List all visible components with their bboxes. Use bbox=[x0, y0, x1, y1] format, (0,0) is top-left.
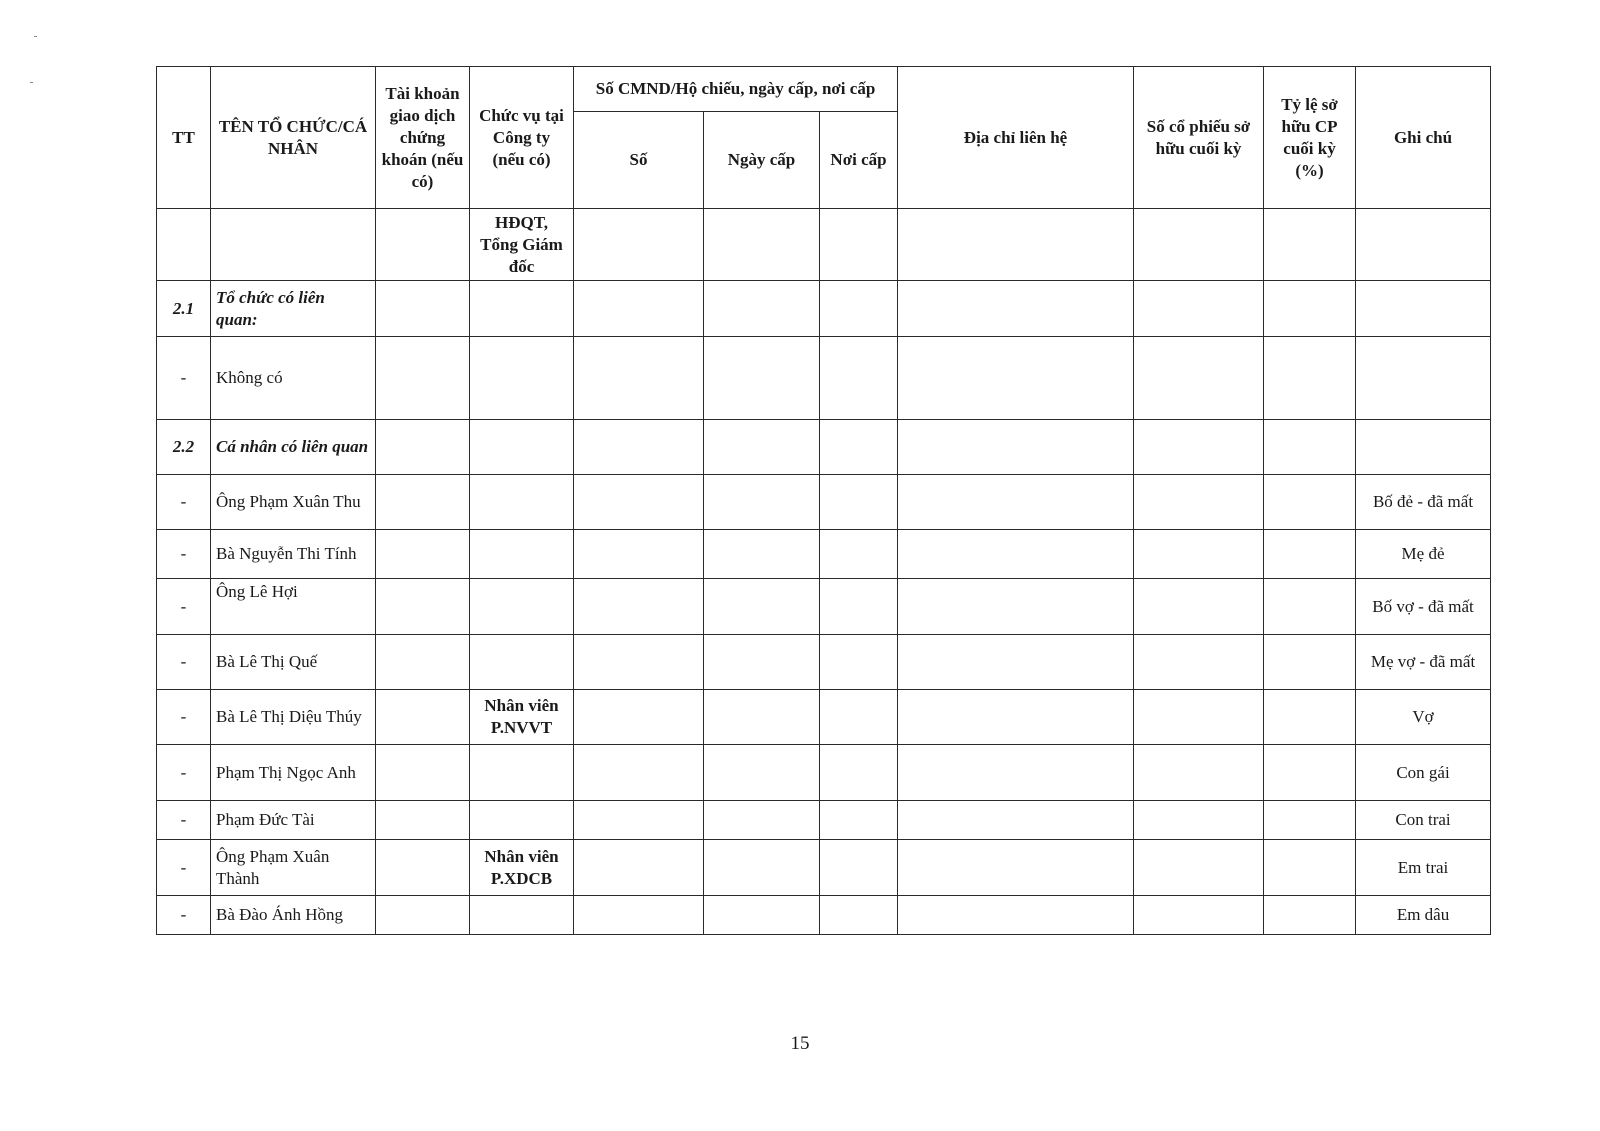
note-cell: Em dâu bbox=[1356, 896, 1491, 935]
page-number: 15 bbox=[790, 1033, 810, 1054]
header-id-group: Số CMND/Hộ chiếu, ngày cấp, nơi cấp bbox=[574, 67, 898, 112]
note-cell: Bố vợ - đã mất bbox=[1356, 579, 1491, 635]
note-cell: Mẹ đẻ bbox=[1356, 530, 1491, 579]
row-dash: - bbox=[157, 690, 211, 745]
row-name: Bà Đào Ánh Hồng bbox=[211, 896, 376, 935]
row-dash: - bbox=[157, 337, 211, 420]
row-name: Bà Lê Thị Diệu Thúy bbox=[211, 690, 376, 745]
table-row bbox=[157, 209, 1491, 281]
row-name: Không có bbox=[211, 337, 376, 420]
section-row-2-1 bbox=[157, 281, 1491, 337]
row-name: Phạm Thị Ngọc Anh bbox=[211, 745, 376, 801]
note-cell: Con trai bbox=[1356, 801, 1491, 840]
table-row bbox=[157, 690, 1491, 745]
table-row bbox=[157, 530, 1491, 579]
section-title: Cá nhân có liên quan bbox=[211, 420, 376, 475]
row-dash: - bbox=[157, 896, 211, 935]
row-dash: - bbox=[157, 801, 211, 840]
header-position: Chức vụ tại Công ty (nếu có) bbox=[470, 67, 574, 209]
row-name: Bà Nguyễn Thi Tính bbox=[211, 530, 376, 579]
row-name: Ông Lê Hợi bbox=[211, 579, 376, 635]
position-cell: HĐQT, Tổng Giám đốc bbox=[470, 209, 574, 281]
header-name: TÊN TỔ CHỨC/CÁ NHÂN bbox=[211, 67, 376, 209]
row-name: Ông Phạm Xuân Thu bbox=[211, 475, 376, 530]
row-dash: - bbox=[157, 579, 211, 635]
note-cell: Con gái bbox=[1356, 745, 1491, 801]
row-dash: - bbox=[157, 475, 211, 530]
row-dash: - bbox=[157, 635, 211, 690]
row-dash: - bbox=[157, 840, 211, 896]
position-cell bbox=[470, 475, 574, 530]
position-cell bbox=[470, 745, 574, 801]
header-shares: Số cổ phiếu sở hữu cuối kỳ bbox=[1134, 67, 1264, 209]
position-cell: Nhân viên P.XDCB bbox=[470, 840, 574, 896]
row-name: Ông Phạm Xuân Thành bbox=[211, 840, 376, 896]
section-row-2-2 bbox=[157, 420, 1491, 475]
header-tt: TT bbox=[157, 67, 211, 209]
position-cell bbox=[470, 530, 574, 579]
row-dash: - bbox=[157, 745, 211, 801]
position-cell bbox=[470, 896, 574, 935]
row-name: Bà Lê Thị Quế bbox=[211, 635, 376, 690]
table-row bbox=[157, 896, 1491, 935]
note-cell: Mẹ vợ - đã mất bbox=[1356, 635, 1491, 690]
position-cell: Nhân viên P.NVVT bbox=[470, 690, 574, 745]
section-number: 2.1 bbox=[157, 281, 211, 337]
scan-speck bbox=[34, 36, 37, 37]
position-cell bbox=[470, 635, 574, 690]
section-number: 2.2 bbox=[157, 420, 211, 475]
header-address: Địa chỉ liên hệ bbox=[898, 67, 1134, 209]
table-row bbox=[157, 801, 1491, 840]
row-dash: - bbox=[157, 530, 211, 579]
note-cell: Bố đẻ - đã mất bbox=[1356, 475, 1491, 530]
header-id-number: Số bbox=[574, 112, 704, 209]
scan-speck bbox=[30, 82, 33, 83]
table-row bbox=[157, 579, 1491, 635]
table-row bbox=[157, 337, 1491, 420]
section-title: Tổ chức có liên quan: bbox=[211, 281, 376, 337]
related-parties-table bbox=[156, 66, 1491, 935]
table-row bbox=[157, 475, 1491, 530]
table-row bbox=[157, 840, 1491, 896]
table-row bbox=[157, 635, 1491, 690]
header-ratio: Tỷ lệ sở hữu CP cuối kỳ (%) bbox=[1264, 67, 1356, 209]
table-row bbox=[157, 745, 1491, 801]
note-cell: Em trai bbox=[1356, 840, 1491, 896]
position-cell bbox=[470, 579, 574, 635]
header-account: Tài khoản giao dịch chứng khoán (nếu có) bbox=[376, 67, 470, 209]
header-issue-date: Ngày cấp bbox=[704, 112, 820, 209]
header-issue-place: Nơi cấp bbox=[820, 112, 898, 209]
row-name: Phạm Đức Tài bbox=[211, 801, 376, 840]
header-note: Ghi chú bbox=[1356, 67, 1491, 209]
note-cell: Vợ bbox=[1356, 690, 1491, 745]
position-cell bbox=[470, 801, 574, 840]
